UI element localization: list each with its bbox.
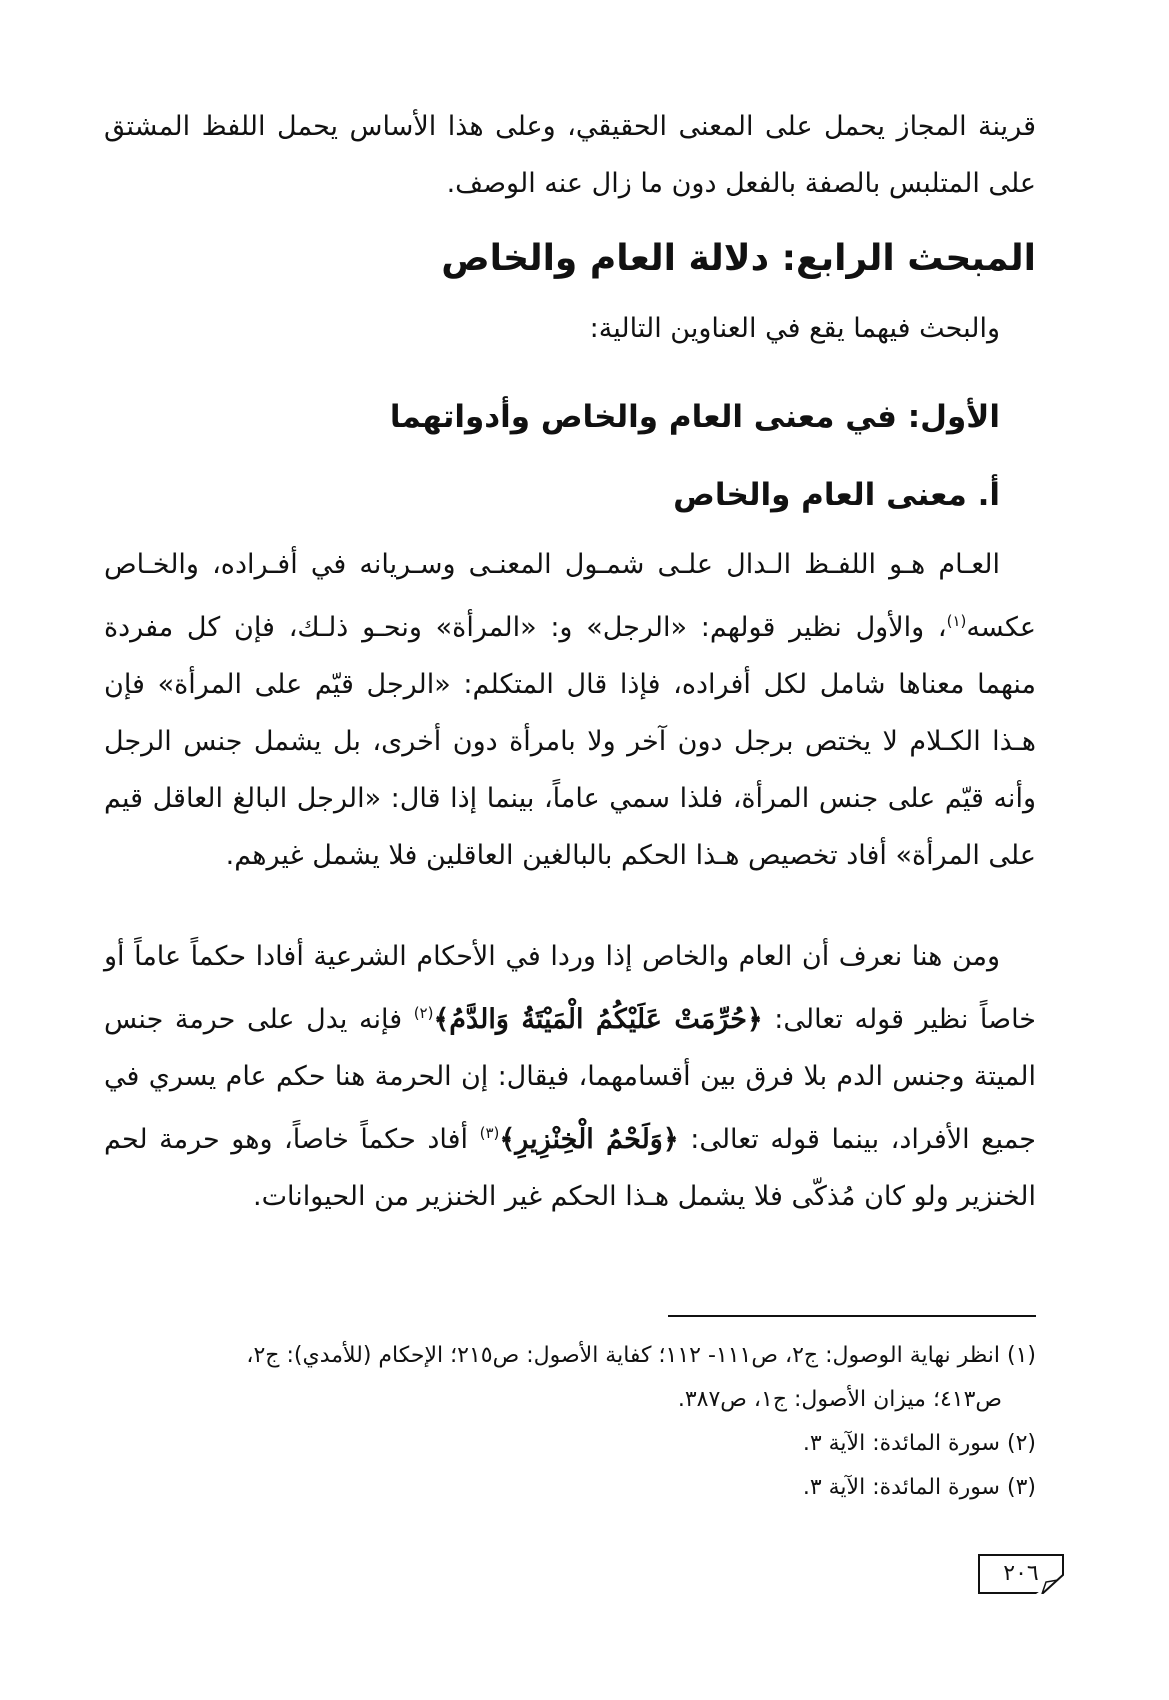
subheading-first: الأول: في معنى العام والخاص وأدواتهما: [389, 399, 1000, 435]
footnote-ref-1[interactable]: (١): [946, 612, 967, 630]
section-intro: والبحث فيهما يقع في العناوين التالية:: [589, 313, 1000, 344]
paragraph-1-part-1: العـام هـو اللفـظ الـدال علـى شمـول المعنـى وسـريانه في أفـراده، والخـاص عكسه: [104, 549, 1036, 643]
footnote-1-line-1: (١) انظر نهاية الوصول: ج٢، ص١١١- ١١٢؛ كفاية الأصول: ص٢١٥؛ الإحكام (للأمدي): ج٢،: [246, 1343, 1036, 1368]
paragraph-2-part-1: ومن هنا نعرف أن العام والخاص إذا وردا في الأحكام الشرعية أفادا حكماً عاماً أو خاصاً نظير قوله تعالى:: [104, 941, 1036, 1035]
footnotes: [104, 1334, 1036, 1510]
quran-verse-2: ﴿وَلَحْمُ الْخِنْزِيرِ﴾: [499, 1124, 679, 1155]
page-number: ٢٠٦: [1003, 1561, 1039, 1586]
paragraph-1-part-2: ، والأول نظير قولهم: «الرجل» و: «المرأة» ونحـو ذلـك، فإن كل مفردة منهما معناها شامل لكل أفراده، فإذا قال المتكلم: «الرجل قيّم على المرأة» فإن هـذا الكـلام لا يختص برجل دون آخر ولا بامرأة دون أخرى، بل يشمل جنس الرجل وأنه قيّم على جنس المرأة، فلذا سمي عاماً، بينما إذا قال: «الرجل البالغ العاقل قيم على المرأة» أفاد تخصيص هـذا الحكم بالبالغين العاقلين فلا يشمل غيرهم.: [104, 612, 1036, 871]
intro-line-2: على المتلبس بالصفة بالفعل دون ما زال عنه الوصف.: [446, 168, 1036, 199]
footnote-1-line-2: ص٤١٣؛ ميزان الأصول: ج١، ص٣٨٧.: [677, 1387, 1002, 1412]
paragraph-rulings: [104, 928, 1036, 1225]
footnote-ref-2[interactable]: (٢): [413, 1004, 434, 1022]
paragraph-2-part-3: أفاد حكماً خاصاً، وهو حرمة لحم الخنزير ولو كان مُذكّى فلا يشمل هـذا الحكم غير الخنزير من الحيوانات.: [104, 1124, 1036, 1212]
footnote-3: (٣) سورة المائدة: الآية ٣.: [802, 1475, 1036, 1500]
paragraph-2-part-2: فإنه يدل على حرمة جنس الميتة وجنس الدم بلا فرق بين أقسامهما، فيقال: إن الحرمة هنا حكم عام يسري في جميع الأفراد، بينما قوله تعالى:: [104, 1004, 1036, 1155]
paragraph-general-term: [104, 536, 1036, 884]
quran-verse-1: ﴿حُرِّمَتْ عَلَيْكُمُ الْمَيْتَةُ وَالدَّمُ﴾: [433, 1004, 763, 1035]
footnote-separator: [668, 1315, 1036, 1317]
page-corner-icon: [1036, 1574, 1064, 1594]
subheading-meaning: أ. معنى العام والخاص: [673, 477, 1000, 513]
footnote-2: (٢) سورة المائدة: الآية ٣.: [802, 1431, 1036, 1456]
section-heading: المبحث الرابع: دلالة العام والخاص: [441, 238, 1036, 279]
footnote-ref-3[interactable]: (٣): [479, 1124, 500, 1142]
intro-line-1: قرينة المجاز يحمل على المعنى الحقيقي، وعلى هذا الأساس يحمل اللفظ المشتق: [104, 111, 1036, 142]
intro-paragraph: [104, 98, 1036, 212]
paragraph-2-text: [104, 928, 1036, 1225]
paragraph-1-text: [104, 536, 1036, 884]
